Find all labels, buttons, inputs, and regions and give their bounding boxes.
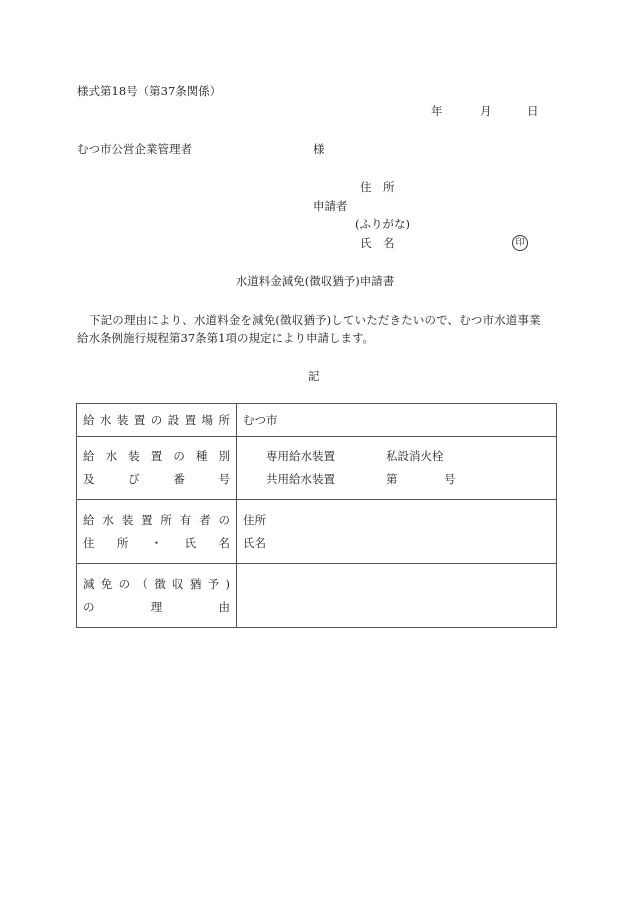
label-text: の理由: [83, 599, 230, 614]
value-installation-place[interactable]: [237, 404, 557, 437]
owner-address-label: 住所: [243, 512, 266, 527]
ki-heading: 記: [308, 369, 320, 383]
option-dedicated-supply[interactable]: 専用給水装置: [266, 449, 335, 463]
table-row: [77, 437, 557, 500]
label-text: 給水装置の設置場所: [83, 412, 230, 427]
table-row: [77, 404, 557, 437]
value-reason[interactable]: [237, 564, 557, 628]
table-row: [77, 564, 557, 628]
date-year-label: 年: [431, 104, 443, 118]
document-title: 水道料金減免(徴収猶予)申請書: [235, 274, 395, 288]
applicant-furigana-label: (ふりがな): [355, 217, 410, 231]
option-shared-supply[interactable]: 共用給水装置: [266, 472, 335, 486]
label-installation-place: [77, 404, 237, 437]
label-text: 給水装置の種別: [83, 449, 230, 463]
hydrant-number[interactable]: 第 号: [386, 472, 459, 486]
label-text: 減免の（徴収猶予): [83, 576, 230, 591]
value-text: むつ市: [243, 412, 278, 427]
label-text: 給水装置所有者の: [83, 512, 230, 527]
form-number: 様式第18号（第37条関係）: [77, 84, 222, 98]
applicant-address-label: 住 所: [360, 180, 395, 194]
addressee-name: むつ市公営企業管理者: [77, 142, 192, 156]
date-month-label: 月: [480, 104, 492, 118]
table-row: [77, 500, 557, 564]
option-private-hydrant[interactable]: 私設消火栓: [386, 449, 444, 463]
label-reason: [77, 564, 237, 628]
label-text: 及び番号: [83, 472, 230, 486]
body-line-2: 給水条例施行規程第37条第1項の規定により申請します。: [77, 331, 375, 345]
addressee-honorific: 様: [313, 142, 325, 156]
value-device-type[interactable]: [237, 437, 557, 500]
applicant-name-label: 氏 名: [360, 236, 395, 250]
label-text: 住所・氏名: [83, 535, 230, 550]
label-device-type: [77, 437, 237, 500]
owner-name-label: 氏名: [243, 535, 266, 550]
value-owner[interactable]: [237, 500, 557, 564]
label-owner: [77, 500, 237, 564]
date-day-label: 日: [527, 104, 539, 118]
applicant-label: 申請者: [313, 199, 348, 213]
seal-mark: 印: [512, 235, 528, 251]
details-table: [76, 403, 557, 628]
body-line-1: 下記の理由により、水道料金を減免(徴収猶予)していただきたいので、むつ市水道事業: [89, 313, 541, 327]
